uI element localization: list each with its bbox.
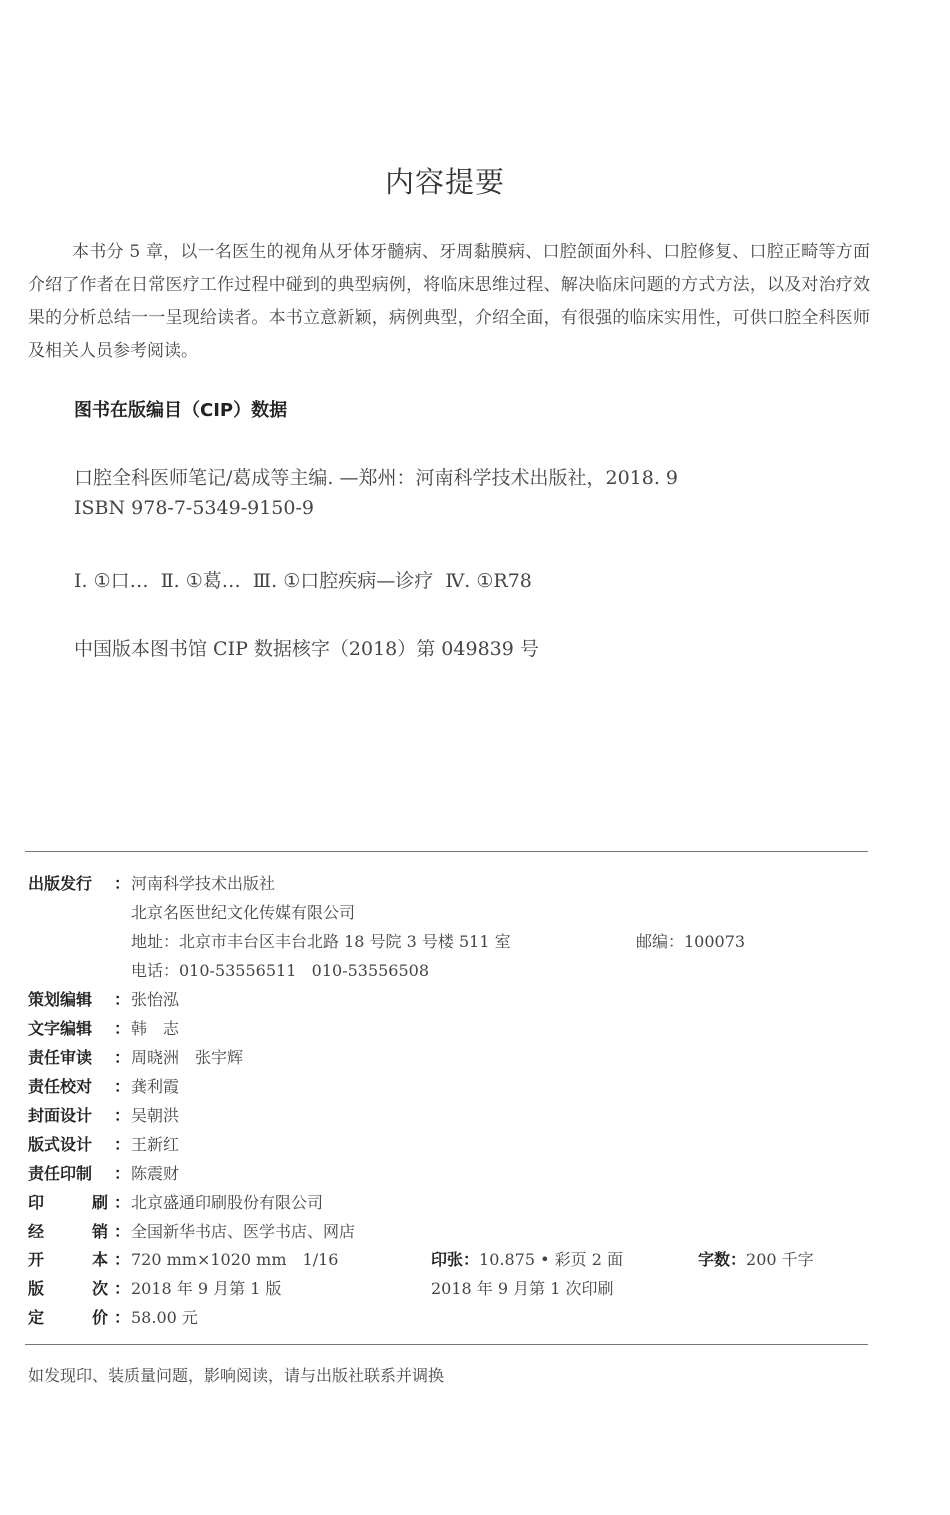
label-char: 本 (91, 1250, 108, 1269)
printer-value: 北京盛通印刷股份有限公司 (131, 1193, 324, 1212)
colon: ： (114, 990, 131, 1009)
publisher-address: 地址：北京市丰台区丰台北路 18 号院 3 号楼 511 室 (131, 932, 511, 951)
price-value: 58.00 元 (131, 1308, 198, 1327)
label-char: 刷 (91, 1193, 108, 1212)
colon: ： (114, 1019, 131, 1038)
colon: ： (114, 1250, 131, 1269)
credit-value: 陈震财 (131, 1164, 180, 1183)
sheets-label: 印张： (431, 1250, 480, 1269)
credit-value: 张怡泓 (131, 990, 180, 1009)
colon: ： (114, 1164, 131, 1183)
label-char: 印 (28, 1193, 45, 1212)
words-label: 字数： (698, 1250, 747, 1269)
credit-value: 周晓洲 张宇辉 (131, 1048, 244, 1067)
label-char: 销 (91, 1222, 108, 1241)
publisher-phone: 电话：010-53556511 010-53556508 (131, 961, 430, 980)
colon: ： (114, 1308, 131, 1327)
credit-value: 吴朝洪 (131, 1106, 180, 1125)
printing-value: 2018 年 9 月第 1 次印刷 (431, 1279, 614, 1298)
format-label (28, 1246, 108, 1274)
credit-row (28, 1073, 870, 1101)
cip-title-line: 口腔全科医师笔记/葛成等主编. —郑州：河南科学技术出版社，2018. 9 (74, 467, 679, 489)
publisher-postcode: 邮编：100073 (636, 932, 746, 951)
label-char: 开 (28, 1250, 45, 1269)
credit-label: 责任印制 (28, 1164, 93, 1183)
label-char: 经 (28, 1222, 45, 1241)
credit-label: 责任校对 (28, 1077, 93, 1096)
edition-value: 2018 年 9 月第 1 版 (131, 1279, 282, 1298)
divider-top (25, 851, 868, 852)
colon: ： (114, 1106, 131, 1125)
credit-label: 责任审读 (28, 1048, 93, 1067)
distributor-name: 北京名医世纪文化传媒有限公司 (131, 903, 356, 922)
format-value: 720 mm×1020 mm 1/16 (131, 1250, 339, 1269)
label-char: 次 (91, 1279, 108, 1298)
divider-bottom (25, 1344, 868, 1345)
credit-row (28, 1102, 870, 1130)
sheets-field (431, 1246, 623, 1274)
distribution-row (28, 1218, 870, 1246)
cip-record-number: 中国版本图书馆 CIP 数据核字（2018）第 049839 号 (74, 638, 539, 660)
edition-row (28, 1275, 870, 1303)
credit-row (28, 986, 870, 1014)
label-char: 版 (28, 1279, 45, 1298)
publisher-name: 河南科学技术出版社 (131, 874, 276, 893)
colon: ： (114, 1279, 131, 1298)
words-value: 200 千字 (746, 1250, 814, 1269)
quality-notice: 如发现印、装质量问题，影响阅读，请与出版社联系并调换 (28, 1366, 445, 1385)
distributor-row (28, 899, 870, 927)
credit-value: 龚利霞 (131, 1077, 180, 1096)
cip-classification: Ⅰ. ①口… Ⅱ. ①葛… Ⅲ. ①口腔疾病—诊疗 Ⅳ. ①R78 (74, 570, 532, 592)
colon: ： (114, 874, 131, 893)
publisher-label: 出版发行 (28, 874, 93, 893)
credit-row (28, 1131, 870, 1159)
page-title: 内容提要 (384, 165, 505, 199)
words-field (698, 1246, 814, 1274)
price-label (28, 1304, 108, 1332)
summary-paragraph: 本书分 5 章，以一名医生的视角从牙体牙髓病、牙周黏膜病、口腔颌面外科、口腔修复、口腔正畸等方面介绍了作者在日常医疗工作过程中碰到的典型病例，将临床思维过程、解决临床问题的方式方法，以及对治疗效果的分析总结一一呈现给读者。本书立意新颖，病例典型，介绍全面，有很强的临床实用性，可供口腔全科医师及相关人员参考阅读。 (28, 242, 870, 361)
label-char: 价 (91, 1308, 108, 1327)
credit-row (28, 1160, 870, 1188)
colon: ： (114, 1077, 131, 1096)
credit-value: 韩 志 (131, 1019, 180, 1038)
colon: ： (114, 1193, 131, 1212)
format-row (28, 1246, 870, 1274)
cip-heading: 图书在版编目（CIP）数据 (74, 400, 288, 421)
cip-isbn: ISBN 978-7-5349-9150-9 (74, 497, 314, 519)
credit-label: 封面设计 (28, 1106, 93, 1125)
credit-value: 王新红 (131, 1135, 180, 1154)
printer-row (28, 1189, 870, 1217)
colon: ： (114, 1222, 131, 1241)
sheets-value: 10.875 • 彩页 2 面 (479, 1250, 623, 1269)
publisher-row (28, 870, 870, 898)
address-row (28, 928, 870, 956)
colon: ： (114, 1048, 131, 1067)
distribution-label (28, 1218, 108, 1246)
credit-row (28, 1044, 870, 1072)
credit-label: 文字编辑 (28, 1019, 93, 1038)
printer-label (28, 1189, 108, 1217)
price-row (28, 1304, 870, 1332)
credit-row (28, 1015, 870, 1043)
distribution-value: 全国新华书店、医学书店、网店 (131, 1222, 356, 1241)
phone-row (28, 957, 870, 985)
credit-label: 策划编辑 (28, 990, 93, 1009)
label-char: 定 (28, 1308, 45, 1327)
credit-label: 版式设计 (28, 1135, 93, 1154)
colon: ： (114, 1135, 131, 1154)
edition-label (28, 1275, 108, 1303)
